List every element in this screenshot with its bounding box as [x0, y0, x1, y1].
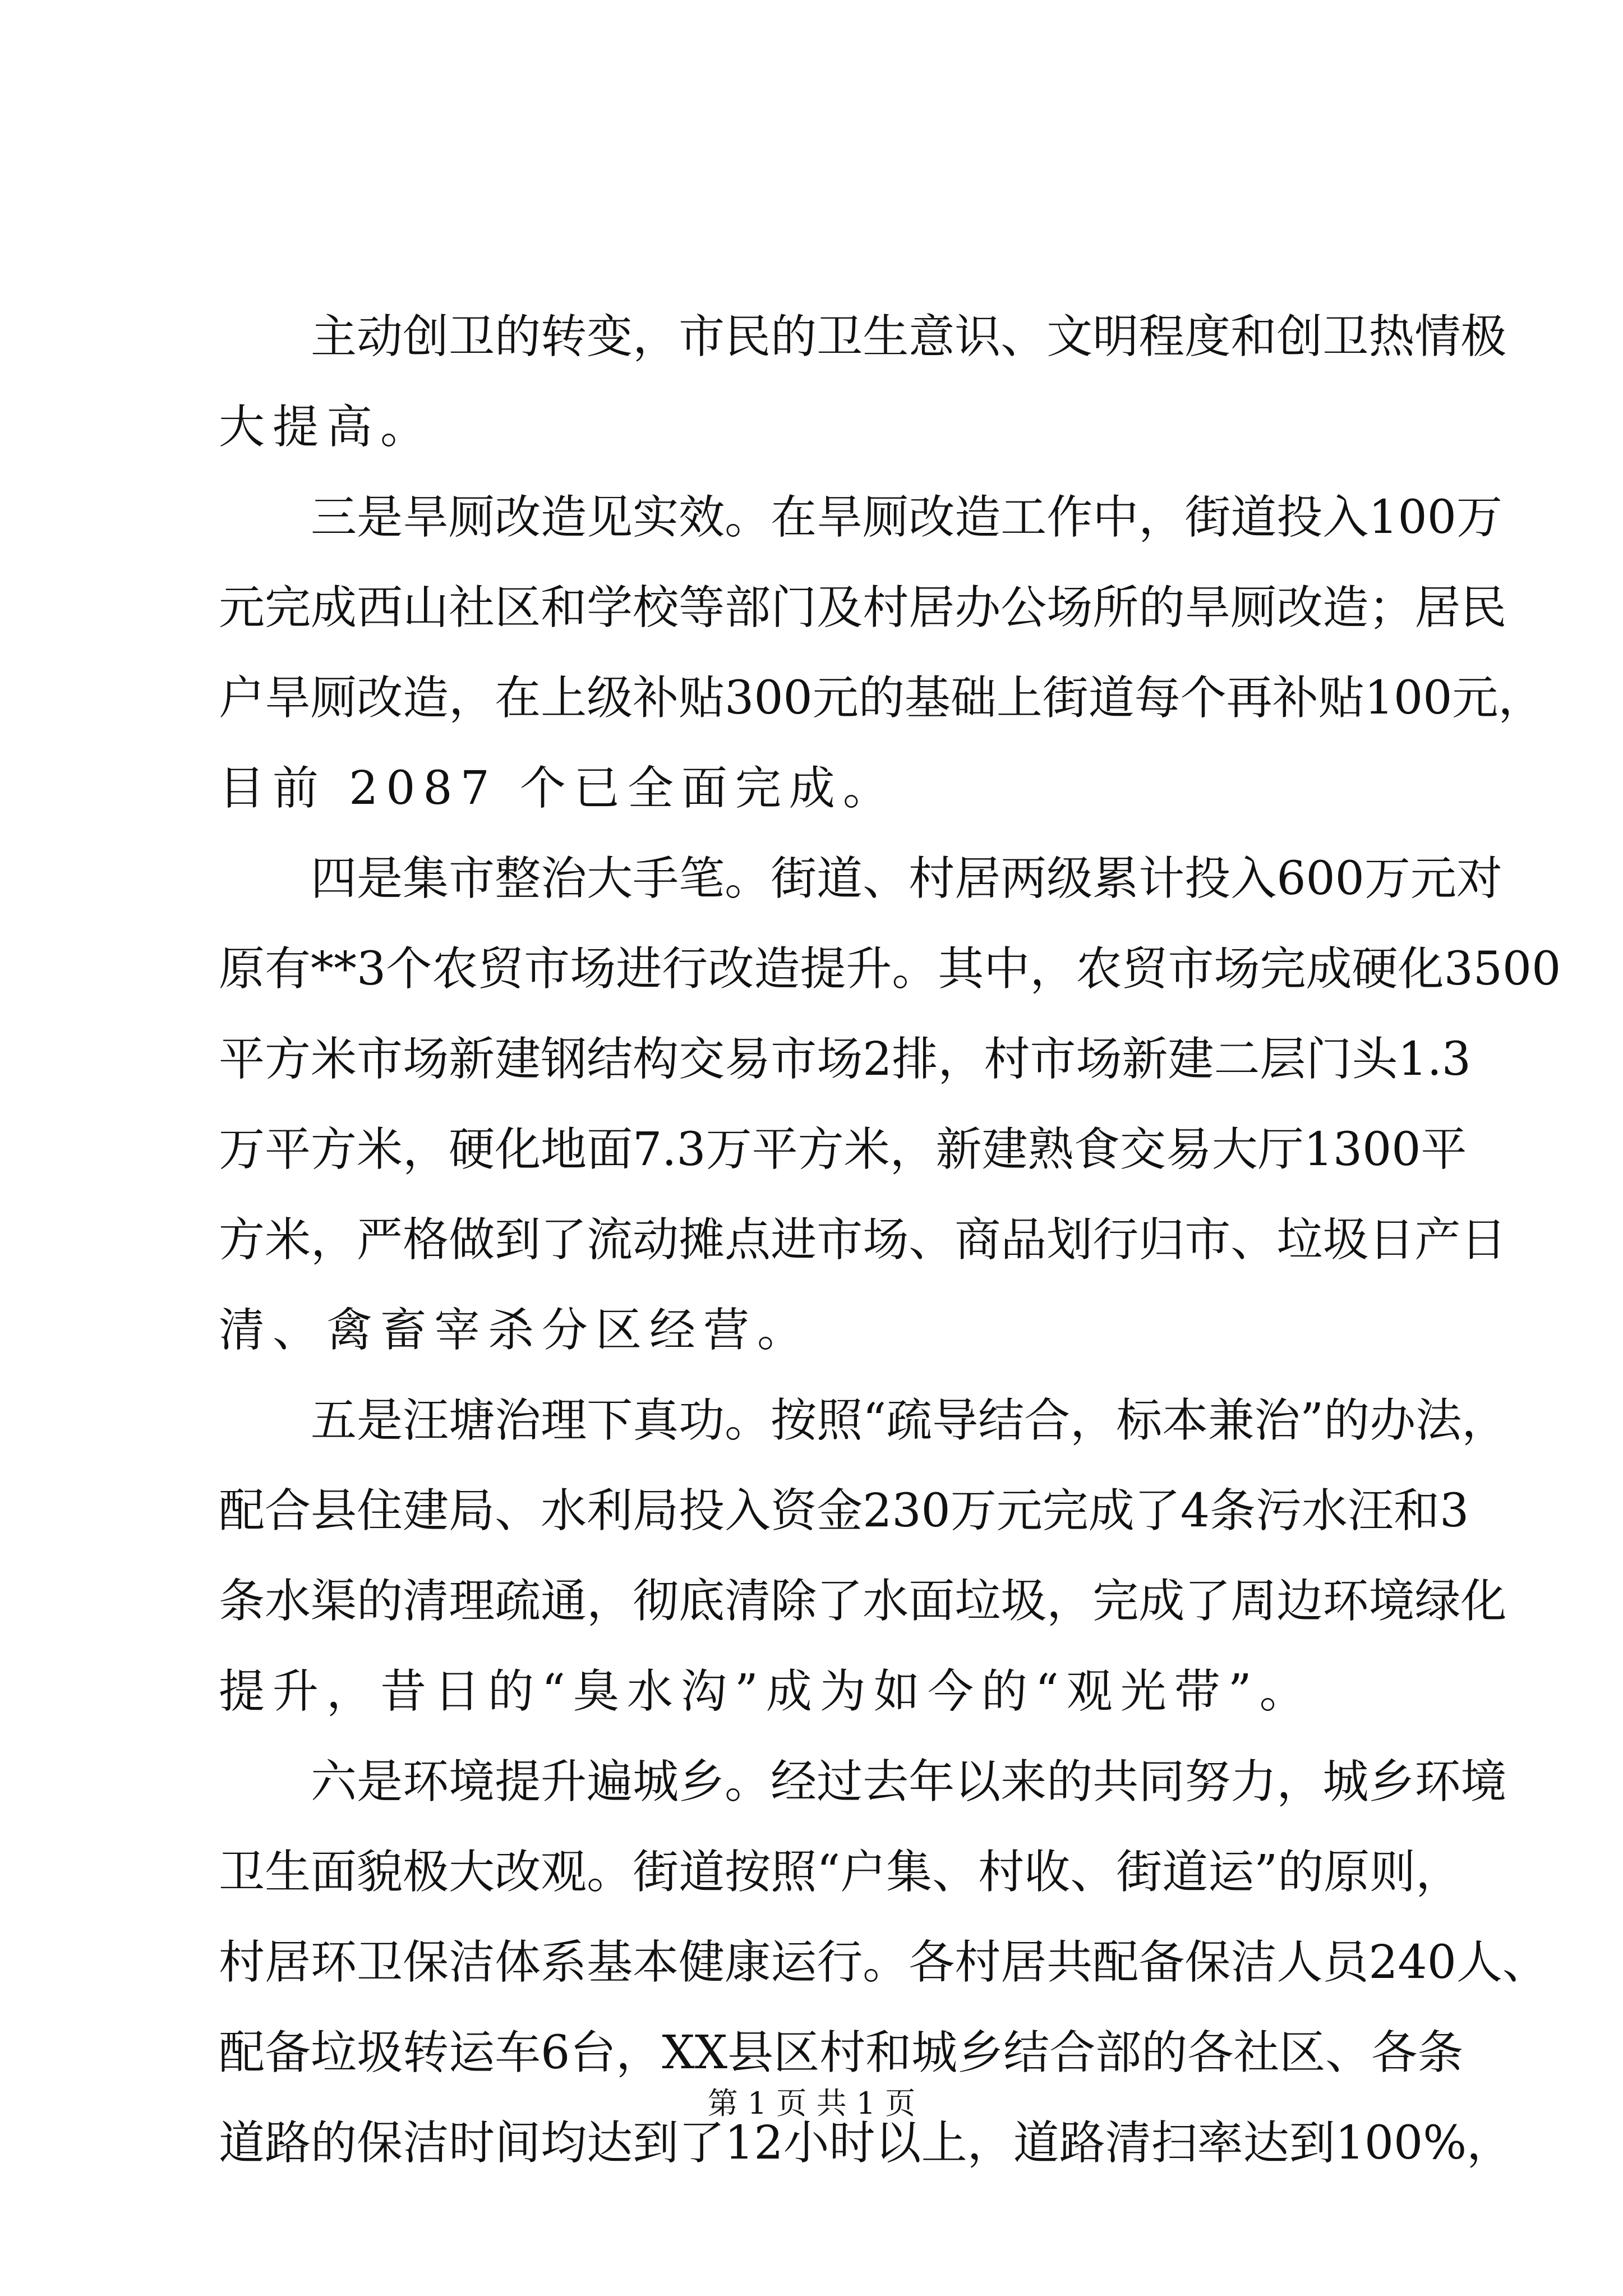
- text-line: 清、禽畜宰杀分区经营。: [219, 1304, 811, 1357]
- text-line: 万 平 方 米 ， 硬 化 地 面 7.3 万 平 方 米 ， 新 建 熟 食 交 易 大 厅 1300 平: [219, 1123, 1467, 1176]
- text-line: 方 米 ， 严 格 做 到 了 流 动 摊 点 进 市 场 、 商 品 划 行 归 市 、 垃 圾 日 产 日: [219, 1213, 1507, 1267]
- text-line: 原 有 **3 个 农 贸 市 场 进 行 改 造 提 升 。 其 中 ， 农 贸 市 场 完 成 硬 化 3500: [219, 942, 1561, 996]
- text-line: 三 是 旱 厕 改 造 见 实 效 。 在 旱 厕 改 造 工 作 中 ， 街 道 投 入 100 万: [311, 491, 1502, 544]
- text-line: 配 备 垃 圾 转 运 车 6 台 ， XX 县 区 村 和 城 乡 结 合 部 的 各 社 区 、 各 条: [219, 2026, 1464, 2079]
- text-line: 村 居 环 卫 保 洁 体 系 基 本 健 康 运 行 。 各 村 居 共 配 备 保 洁 人 员 240 人 、: [219, 1936, 1548, 1989]
- text-line: 六 是 环 境 提 升 遍 城 乡 。 经 过 去 年 以 来 的 共 同 努 力 ， 城 乡 环 境: [311, 1755, 1507, 1809]
- text-line: 五 是 汪 塘 治 理 下 真 功 。 按 照 “ 疏 导 结 合 ， 标 本 兼 治 ” 的 办 法 ，: [311, 1394, 1508, 1447]
- body-text: [219, 292, 1561, 2188]
- text-line: 大提高。: [219, 401, 435, 454]
- text-line: 主 动 创 卫 的 转 变 ， 市 民 的 卫 生 意 识 、 文 明 程 度 和 创 卫 热 情 极: [311, 310, 1507, 364]
- text-line: 元 完 成 西 山 社 区 和 学 校 等 部 门 及 村 居 办 公 场 所 的 旱 厕 改 造 ； 居 民: [219, 581, 1507, 634]
- text-line: 提升，昔日的“臭水沟”成为如今的“观光带”。: [219, 1665, 1313, 1718]
- text-line: 道 路 的 保 洁 时 间 均 达 到 了 12 小 时 以 上 ， 道 路 清 扫 率 达 到 100% ，: [219, 2116, 1513, 2170]
- text-line: 条 水 渠 的 清 理 疏 通 ， 彻 底 清 除 了 水 面 垃 圾 ， 完 成 了 周 边 环 境 绿 化: [219, 1575, 1507, 1628]
- text-line: 配 合 县 住 建 局 、 水 利 局 投 入 资 金 230 万 元 完 成 了 4 条 污 水 汪 和 3: [219, 1484, 1469, 1538]
- text-line: 平 方 米 市 场 新 建 钢 结 构 交 易 市 场 2 排 ， 村 市 场 新 建 二 层 门 头 1.3: [219, 1033, 1471, 1086]
- text-line: 卫 生 面 貌 极 大 改 观 。 街 道 按 照 “ 户 集 、 村 收 、 街 道 运 ” 的 原 则 ，: [219, 1846, 1462, 1899]
- text-line: 户 旱 厕 改 造 ， 在 上 级 补 贴 300 元 的 基 础 上 街 道 每 个 再 补 贴 100 元 ，: [219, 671, 1544, 725]
- text-line: 目前 2087 个已全面完成。: [219, 762, 897, 815]
- text-line: 四 是 集 市 整 治 大 手 笔 。 街 道 、 村 居 两 级 累 计 投 入 600 万 元 对: [311, 852, 1502, 905]
- page-footer: 第 1 页 共 1 页: [707, 2086, 916, 2121]
